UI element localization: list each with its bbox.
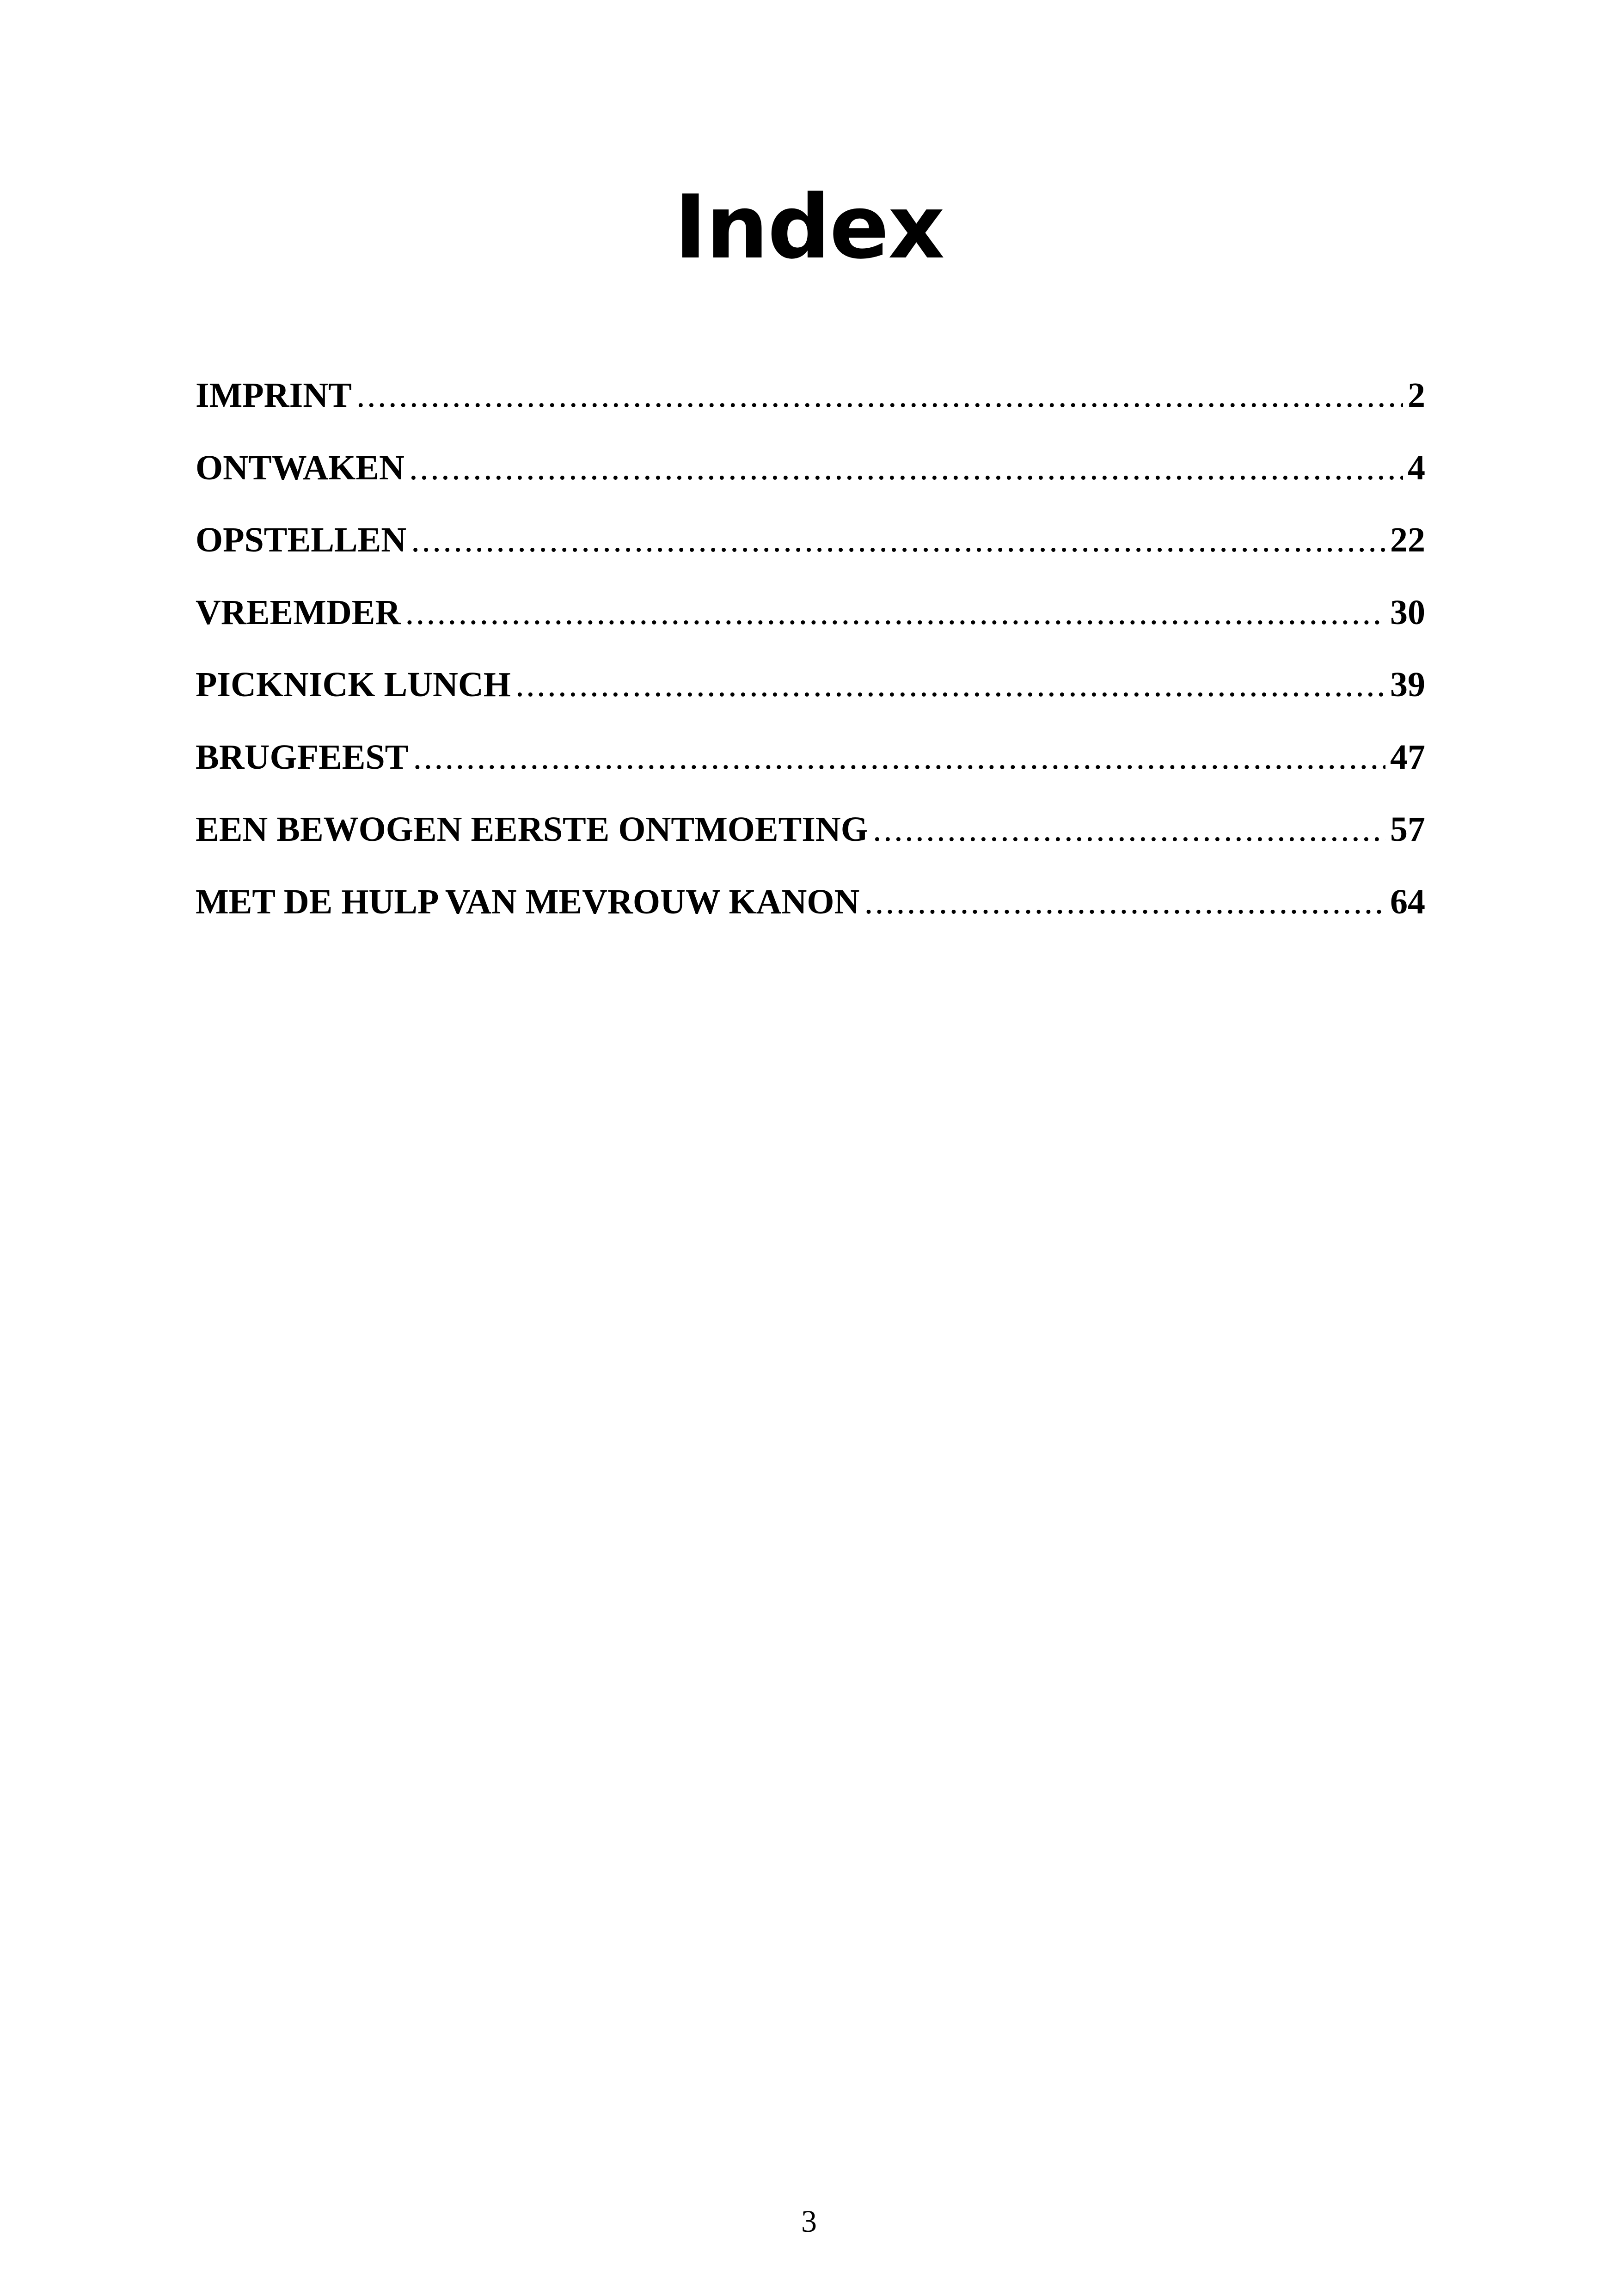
page-title: Index [674, 176, 944, 279]
toc-entry-page: 2 [1408, 376, 1425, 415]
toc-dot-leader [873, 795, 1385, 864]
toc-entry-page: 39 [1390, 665, 1425, 704]
toc-dot-leader [864, 867, 1385, 937]
toc-entry-page: 57 [1390, 810, 1425, 849]
toc-entry-opstellen[interactable] [196, 505, 1425, 578]
toc-dot-leader [413, 722, 1385, 792]
toc-dot-leader [411, 505, 1385, 575]
page-number: 3 [801, 2204, 817, 2239]
toc-entry-label: EEN BEWOGEN EERSTE ONTMOETING [196, 810, 868, 849]
toc-entry-label: IMPRINT [196, 376, 352, 415]
toc-entry-label: OPSTELLEN [196, 520, 407, 559]
toc-entry-label: MET DE HULP VAN MEVROUW KANON [196, 882, 860, 921]
toc-dot-leader [405, 578, 1385, 647]
toc-entry-label: VREEMDER [196, 593, 401, 632]
toc-entry-vreemder[interactable] [196, 578, 1425, 650]
table-of-contents [196, 361, 1425, 939]
toc-entry-brugfeest[interactable] [196, 722, 1425, 795]
toc-entry-een-bewogen-eerste-ontmoeting[interactable] [196, 795, 1425, 867]
toc-entry-met-de-hulp-van-mevrouw-kanon[interactable] [196, 867, 1425, 940]
toc-entry-picknick-lunch[interactable] [196, 650, 1425, 722]
toc-dot-leader [356, 361, 1403, 430]
toc-entry-page: 4 [1408, 448, 1425, 487]
toc-entry-page: 30 [1390, 593, 1425, 632]
toc-entry-ontwaken[interactable] [196, 433, 1425, 506]
toc-entry-imprint[interactable] [196, 361, 1425, 433]
toc-dot-leader [409, 433, 1403, 502]
toc-entry-page: 64 [1390, 882, 1425, 921]
toc-entry-page: 22 [1390, 520, 1425, 559]
toc-entry-page: 47 [1390, 737, 1425, 777]
toc-entry-label: BRUGFEEST [196, 737, 409, 777]
toc-dot-leader [515, 650, 1385, 719]
toc-entry-label: ONTWAKEN [196, 448, 404, 487]
toc-entry-label: PICKNICK LUNCH [196, 665, 511, 704]
